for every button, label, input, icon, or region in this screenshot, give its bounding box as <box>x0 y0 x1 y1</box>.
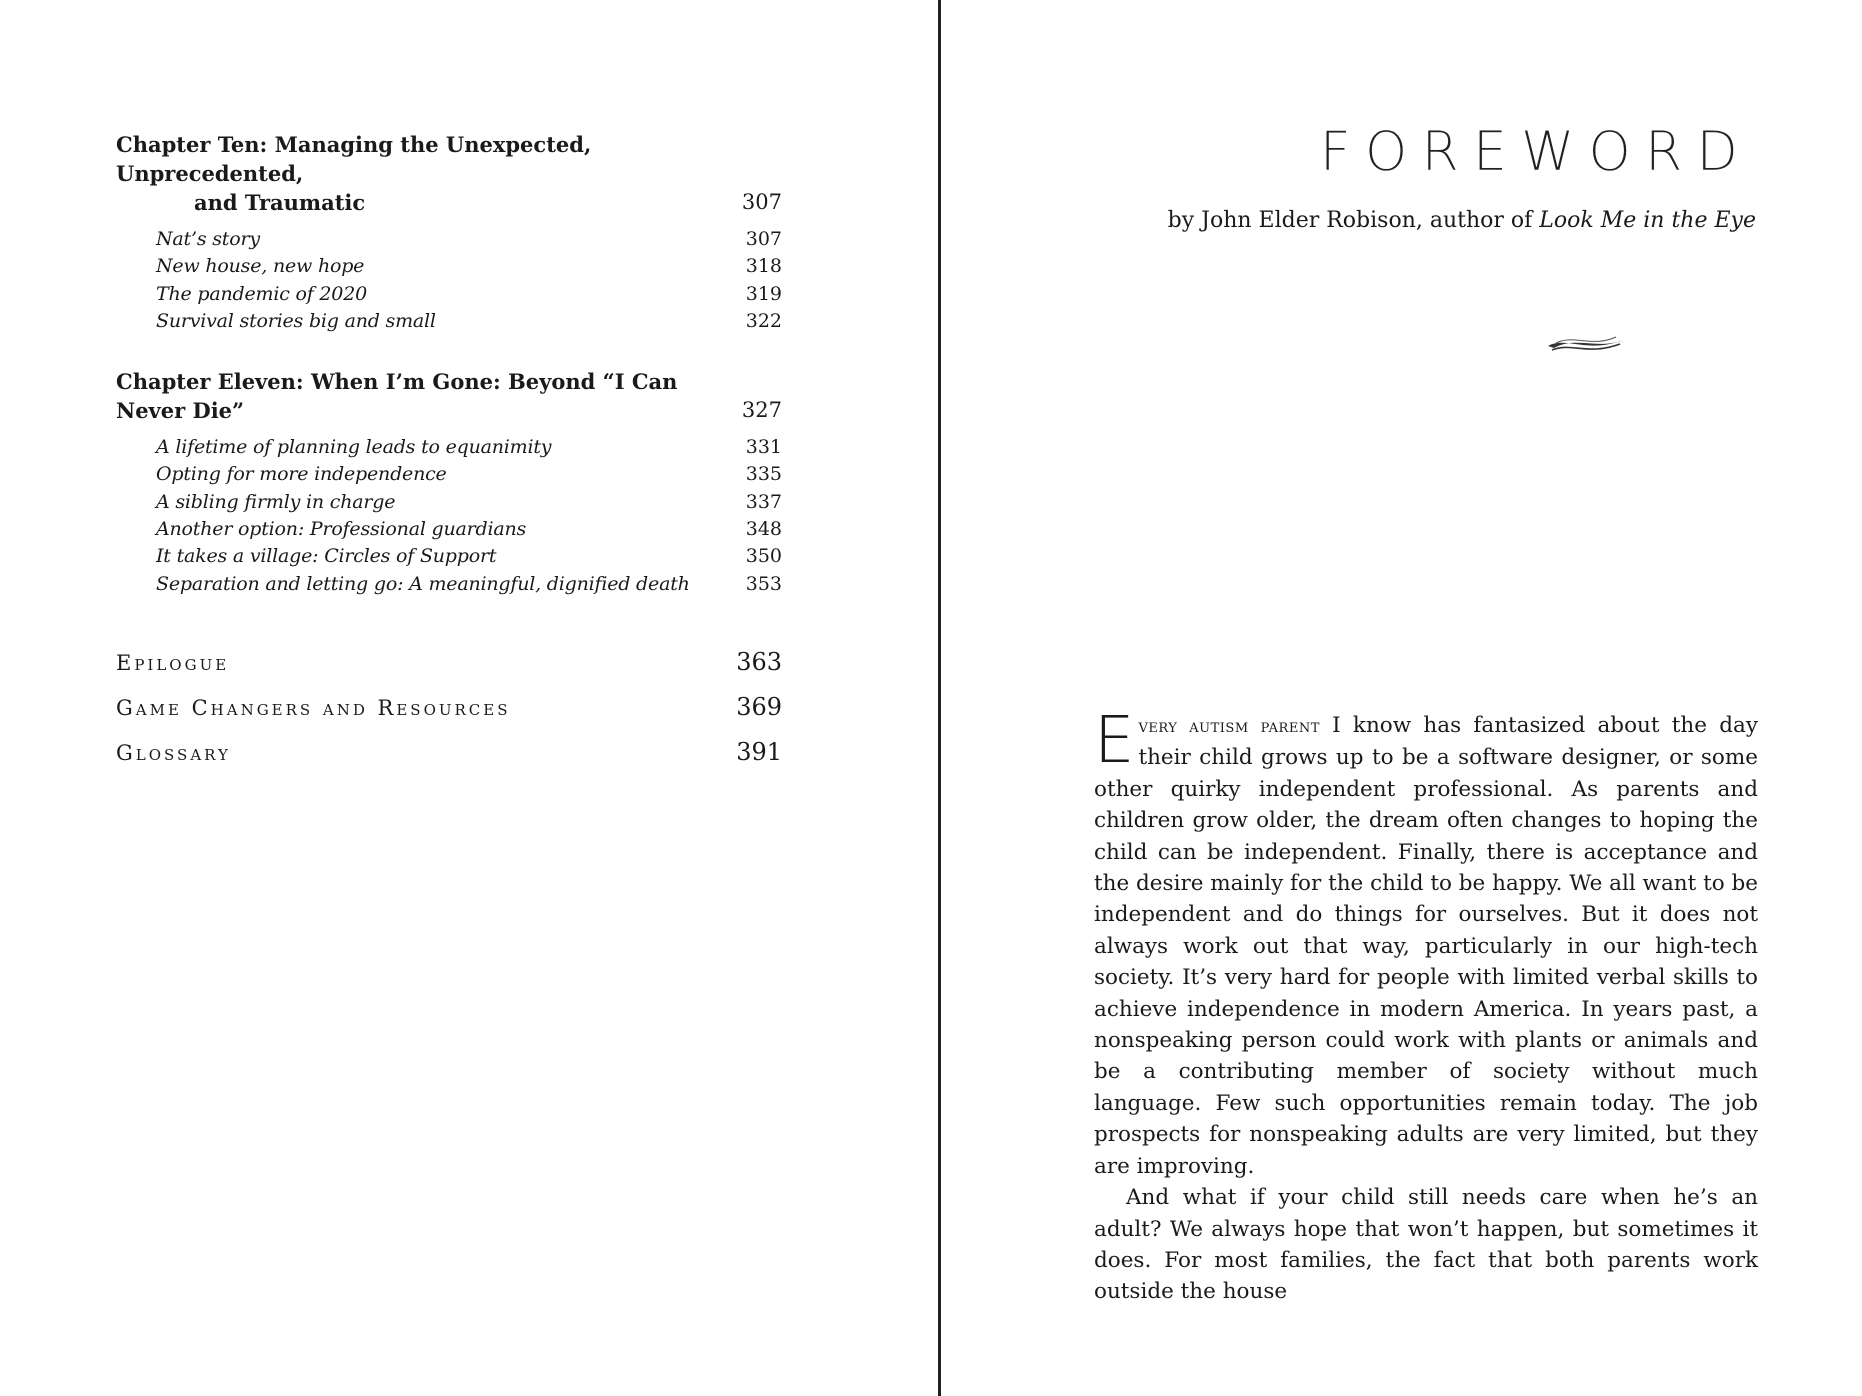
toc-section-row <box>156 281 782 308</box>
chapter-title: Chapter Ten: Managing the Unexpected, Unprecedented, <box>116 132 592 186</box>
toc-back-matter <box>116 648 782 783</box>
back-matter-title: Game Changers and Resources <box>116 695 511 720</box>
back-matter-page-number: 391 <box>736 737 782 766</box>
toc-back-matter-row <box>116 648 782 693</box>
toc-back-matter-row <box>116 738 782 783</box>
swash-ornament-icon <box>1546 332 1626 362</box>
foreword-paragraph: And what if your child still needs care when he’s an adult? We always hope that won’t happen, but sometimes it does. For most families, the fact that both parents work outside the house <box>1094 1185 1758 1305</box>
section-page-number: 331 <box>745 436 782 459</box>
byline-author: by John Elder Robison, author of <box>1167 208 1540 233</box>
chapter-title-row <box>116 367 782 425</box>
book-gutter-divider <box>938 0 941 1396</box>
back-matter-title: Epilogue <box>116 650 230 675</box>
toc-section-row <box>156 434 782 461</box>
section-title: Survival stories big and small <box>156 309 436 332</box>
drop-cap: E <box>1094 704 1135 778</box>
section-list <box>116 434 782 598</box>
chapter-page-number: 327 <box>741 398 782 423</box>
foreword-page <box>942 0 1862 1396</box>
section-page-number: 322 <box>745 309 782 332</box>
toc-section-row <box>156 516 782 543</box>
section-title: Another option: Professional guardians <box>156 518 527 541</box>
foreword-body <box>1094 704 1759 1308</box>
section-page-number: 348 <box>745 518 782 541</box>
chapter-title-continued: and Traumatic <box>194 190 366 215</box>
toc-section-row <box>156 226 782 253</box>
section-title: A sibling firmly in charge <box>156 490 396 513</box>
back-matter-page-number: 363 <box>736 647 782 676</box>
section-title: Separation and letting go: A meaningful, dignified death <box>156 572 690 595</box>
lead-in-small-caps: very autism parent <box>1138 715 1320 737</box>
section-title: A lifetime of planning leads to equanimity <box>156 436 552 459</box>
chapter-title-row <box>116 188 782 217</box>
section-page-number: 350 <box>745 545 782 568</box>
toc-chapter-ten <box>116 130 782 335</box>
toc-chapter-eleven <box>116 367 782 598</box>
section-page-number: 335 <box>745 463 782 486</box>
section-title: New house, new hope <box>156 255 365 278</box>
section-title: It takes a village: Circles of Support <box>156 545 497 568</box>
chapter-title: Chapter Eleven: When I’m Gone: Beyond “I Can Never Die” <box>116 369 678 424</box>
section-page-number: 353 <box>745 572 782 595</box>
toc-section-row <box>156 489 782 516</box>
section-page-number: 337 <box>745 490 782 513</box>
byline-book-title: Look Me in the Eye <box>1539 208 1756 233</box>
table-of-contents <box>116 130 782 783</box>
section-list <box>116 226 782 335</box>
section-page-number: 318 <box>745 255 782 278</box>
toc-section-row <box>156 308 782 335</box>
section-page-number: 307 <box>745 228 782 250</box>
back-matter-title: Glossary <box>116 740 231 765</box>
chapter-page-number: 307 <box>741 190 782 214</box>
toc-section-row <box>156 253 782 280</box>
toc-section-row <box>156 461 782 488</box>
back-matter-page-number: 369 <box>736 692 782 721</box>
section-page-number: 319 <box>745 282 782 305</box>
paragraph-text: I know has fantasized about the day their child grows up to be a software designer, or some other quirky independent professional. As parents and children grow older, the dream often changes to hoping the child can be independent. Finally, there is acceptance and the desire mainly for the child to be happy. We all want to be independent and do things for ourselves. But it does not always work out that way, particularly in our high-tech society. It’s very hard for people with limited verbal skills to achieve independence in modern America. In years past, a nonspeaking person could work with plants or animals and be a contributing member of society without much language. Few such opportunities remain today. The job prospects for nonspeaking adults are very limited, but they are improving. <box>1094 713 1759 1179</box>
toc-section-row <box>156 571 782 598</box>
foreword-byline <box>1168 208 1756 233</box>
section-title: Nat’s story <box>156 228 260 250</box>
section-title: The pandemic of 2020 <box>156 282 367 305</box>
toc-section-row <box>156 543 782 570</box>
toc-back-matter-row <box>116 693 782 738</box>
foreword-paragraph <box>1094 704 1759 1182</box>
section-title: Opting for more independence <box>156 463 447 486</box>
foreword-heading: FOREWORD <box>1319 120 1752 183</box>
